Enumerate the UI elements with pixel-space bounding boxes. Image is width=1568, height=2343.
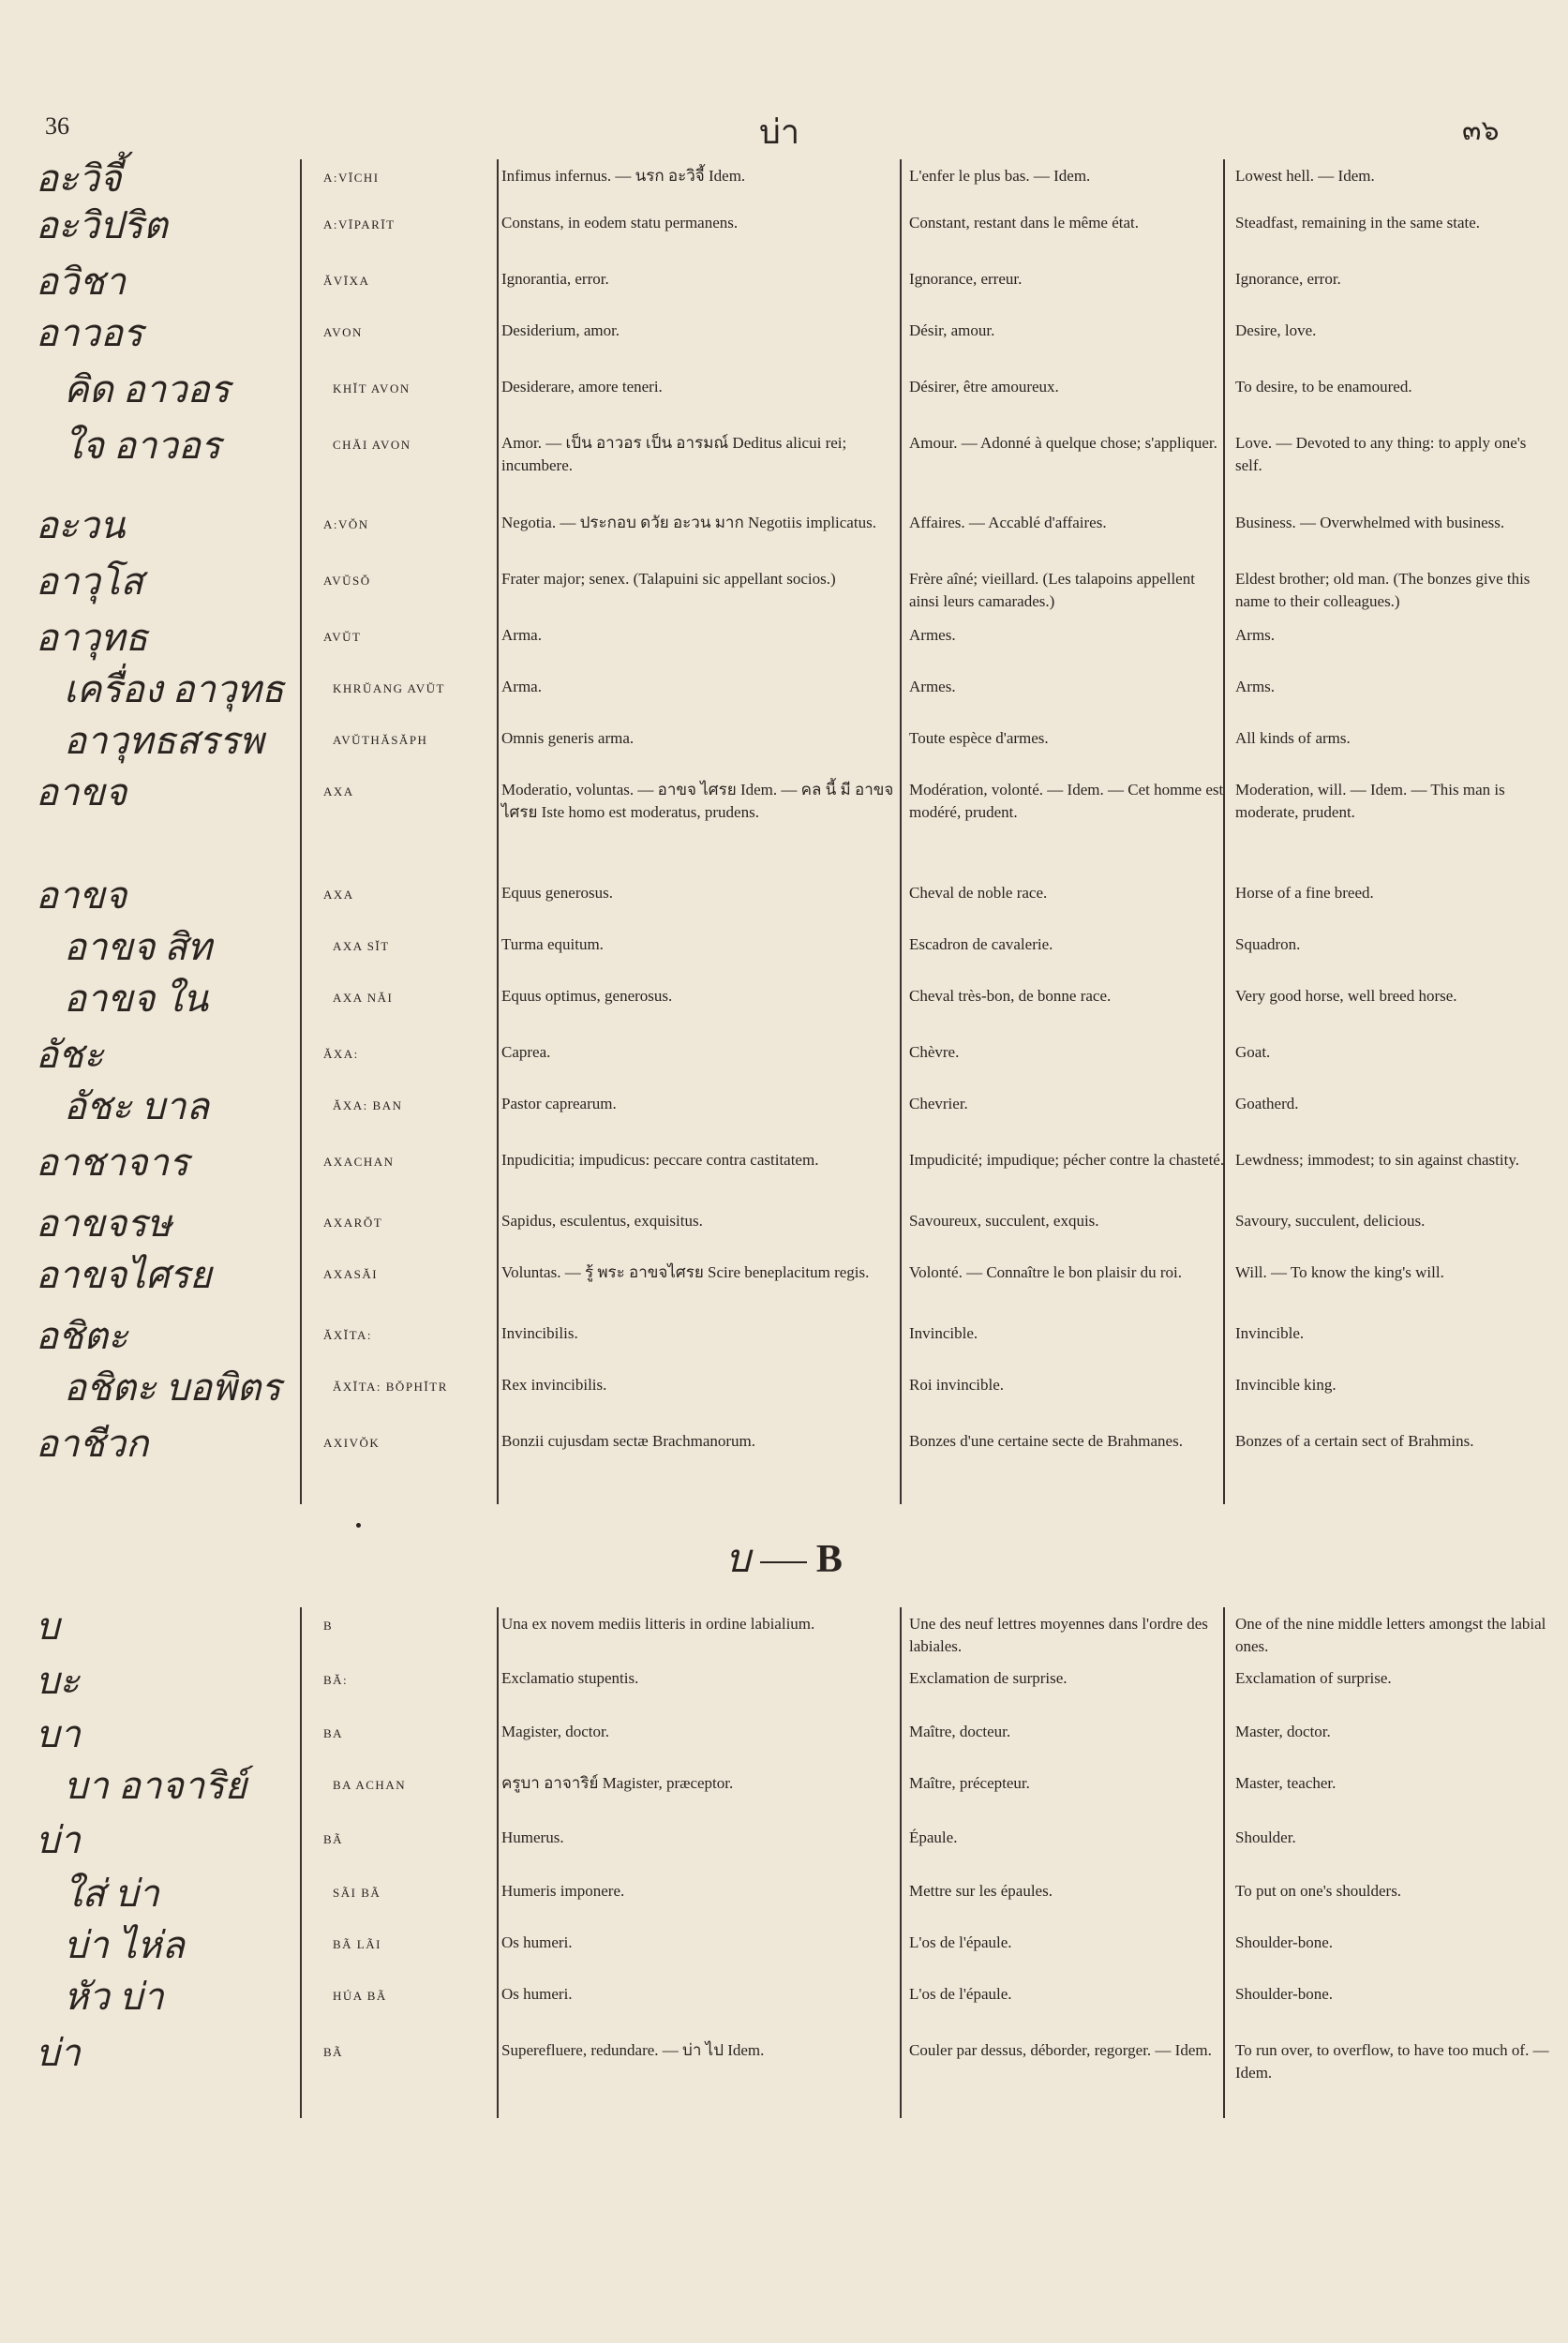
english-definition: Shoulder-bone. <box>1235 1985 1334 2003</box>
french-definition: L'os de l'épaule. <box>909 1985 1012 2003</box>
english-definition: Business. — Overwhelmed with business. <box>1235 514 1505 531</box>
thai-headword: อาวุทธสรรพ <box>64 720 264 762</box>
english-definition: All kinds of arms. <box>1235 729 1351 747</box>
english-definition: Will. — To know the king's will. <box>1235 1263 1444 1281</box>
latin-definition: Arma. <box>501 678 542 695</box>
english-definition: Ignorance, error. <box>1235 270 1341 288</box>
romanization: A:VŎN <box>323 517 369 531</box>
english-definition: Desire, love. <box>1235 321 1317 339</box>
english-definition: Goat. <box>1235 1043 1271 1061</box>
english-definition: To desire, to be enamoured. <box>1235 378 1412 395</box>
romanization: ĂXA: <box>323 1047 359 1061</box>
english-definition: Lewdness; immodest; to sin against chastity. <box>1235 1151 1519 1169</box>
english-definition: Shoulder. <box>1235 1828 1296 1846</box>
romanization: AXASĂI <box>323 1267 379 1281</box>
english-definition: Savoury, succulent, delicious. <box>1235 1212 1426 1230</box>
thai-headword: บา อาจาริย์ <box>64 1765 247 1807</box>
thai-headword: อาชีวก <box>36 1423 149 1465</box>
thai-headword: บา <box>36 1713 81 1755</box>
romanization: ĂXĬTA: BŎPHĬTR <box>333 1380 448 1394</box>
thai-headword: บ่า ไห่ล <box>64 1924 185 1966</box>
romanization: AXA <box>323 784 354 798</box>
section-a-entries <box>28 159 1546 1504</box>
thai-headword: ใจ อาวอร <box>64 425 221 467</box>
thai-headword: อชิตะ <box>36 1315 128 1357</box>
thai-headword: หัว บ่า <box>64 1976 164 2018</box>
thai-headword: อาชาจาร <box>36 1142 189 1184</box>
thai-headword: อาขจ <box>36 874 127 917</box>
romanization: AXA SĬT <box>333 939 390 953</box>
thai-headword: บ <box>36 1605 60 1648</box>
thai-headword: อาวอร <box>36 312 143 354</box>
french-definition: Invincible. <box>909 1324 978 1342</box>
romanization: AXA <box>323 888 354 902</box>
english-definition: Bonzes of a certain sect of Brahmins. <box>1235 1432 1474 1450</box>
french-definition: Mettre sur les épaules. <box>909 1882 1053 1900</box>
romanization: BĂ: <box>323 1673 349 1687</box>
romanization: B <box>323 1619 334 1633</box>
thai-headword: อวิชา <box>36 261 127 303</box>
french-definition: Armes. <box>909 678 956 695</box>
french-definition: Bonzes d'une certaine secte de Brahmanes. <box>909 1432 1183 1450</box>
english-definition: To run over, to overflow, to have too much of. — Idem. <box>1235 2041 1549 2082</box>
english-definition: Horse of a fine breed. <box>1235 884 1374 902</box>
latin-definition: Caprea. <box>501 1043 551 1061</box>
latin-definition: Frater major; senex. (Talapuini sic appellant socios.) <box>501 570 836 588</box>
french-definition: Roi invincible. <box>909 1376 1005 1394</box>
thai-headword: อาวุทธ <box>36 617 148 659</box>
french-definition: Constant, restant dans le même état. <box>909 214 1140 231</box>
latin-definition: Arma. <box>501 626 542 644</box>
latin-definition: Os humeri. <box>501 1985 573 2003</box>
french-definition: Frère aîné; vieillard. (Les talapoins appellent ainsi leurs camarades.) <box>909 570 1195 610</box>
latin-definition: Omnis generis arma. <box>501 729 635 747</box>
romanization: AVON <box>323 325 363 339</box>
latin-definition: Amor. — เป็น อาวอร เป็น อารมณ์ Deditus alicui rei; incumbere. <box>501 434 847 474</box>
thai-headword: บะ <box>36 1660 80 1702</box>
section-b-heading <box>0 1528 1568 1589</box>
english-definition: Lowest hell. — Idem. <box>1235 167 1375 185</box>
latin-definition: Pastor caprearum. <box>501 1095 617 1112</box>
column-rule <box>900 159 902 1504</box>
romanization: SÃI BÃ <box>333 1886 381 1900</box>
romanization: BÃ LÃI <box>333 1937 381 1951</box>
french-definition: Chèvre. <box>909 1043 960 1061</box>
latin-definition: Sapidus, esculentus, exquisitus. <box>501 1212 703 1230</box>
french-definition: Escadron de cavalerie. <box>909 935 1053 953</box>
thai-headword: อาขจ สิท <box>64 926 213 968</box>
french-definition: Armes. <box>909 626 956 644</box>
french-definition: Impudicité; impudique; pécher contre la chasteté. <box>909 1151 1225 1169</box>
french-definition: Savoureux, succulent, exquis. <box>909 1212 1099 1230</box>
french-definition: Volonté. — Connaître le bon plaisir du roi. <box>909 1263 1183 1281</box>
romanization: ĂVĪXA <box>323 274 370 288</box>
column-rule <box>300 159 302 1504</box>
page-number-left: 36 <box>45 112 69 140</box>
column-rule <box>497 159 499 1504</box>
latin-definition: Magister, doctor. <box>501 1723 609 1740</box>
french-definition: Maître, docteur. <box>909 1723 1011 1740</box>
english-definition: To put on one's shoulders. <box>1235 1882 1402 1900</box>
romanization: ĂXA: BAN <box>333 1098 403 1112</box>
romanization: HÚA BÃ <box>333 1989 387 2003</box>
thai-headword: เครื่อง อาวุทธ <box>64 668 285 710</box>
english-definition: Exclamation of surprise. <box>1235 1669 1392 1687</box>
latin-definition: Una ex novem mediis litteris in ordine labialium. <box>501 1615 815 1633</box>
thai-headword: คิด อาวอร <box>64 368 231 410</box>
thai-headword: อะวิจี้ <box>36 157 122 200</box>
thai-headword: อาขจไศรย <box>36 1254 212 1296</box>
latin-definition: Equus generosus. <box>501 884 613 902</box>
romanization: KHĬT AVON <box>333 381 411 395</box>
romanization: CHĂI AVON <box>333 438 411 452</box>
french-definition: Affaires. — Accablé d'affaires. <box>909 514 1107 531</box>
english-definition: Arms. <box>1235 678 1276 695</box>
latin-definition: Negotia. — ประกอบ ดวัย อะวน มาก Negotiis implicatus. <box>501 514 876 531</box>
romanization: BÃ <box>323 2045 344 2059</box>
running-title: บ่า <box>759 113 800 151</box>
english-definition: Master, doctor. <box>1235 1723 1331 1740</box>
english-definition: Very good horse, well breed horse. <box>1235 987 1457 1005</box>
french-definition: Chevrier. <box>909 1095 968 1112</box>
section-b-thai-letter: บ <box>725 1538 751 1581</box>
latin-definition: Voluntas. — รู้ พระ อาขจไศรย Scire beneplacitum regis. <box>501 1263 870 1281</box>
latin-definition: Invincibilis. <box>501 1324 578 1342</box>
french-definition: Toute espèce d'armes. <box>909 729 1049 747</box>
latin-definition: Moderatio, voluntas. — อาขจ ไศรย Idem. — คล นี้ มี อาขจ ไศรย Iste homo est moderatus, prudens. <box>501 781 894 821</box>
french-definition: Maître, précepteur. <box>909 1774 1030 1792</box>
romanization: AXIVŎK <box>323 1436 381 1450</box>
english-definition: Love. — Devoted to any thing: to apply one's self. <box>1235 434 1527 474</box>
latin-definition: Exclamatio stupentis. <box>501 1669 639 1687</box>
thai-headword: อาขจ ใน <box>64 977 209 1020</box>
page-number-right: ๓๖ <box>1462 115 1500 146</box>
thai-headword: อะวน <box>36 504 126 546</box>
latin-definition: Superefluere, redundare. — บ่า ไป Idem. <box>501 2041 765 2059</box>
romanization: AVŬTHĂSĂPH <box>333 733 428 747</box>
thai-headword: อะวิปริต <box>36 204 168 246</box>
romanization: AVŬT <box>323 630 362 644</box>
section-b-entries <box>28 1605 1549 2118</box>
french-definition: L'enfer le plus bas. — Idem. <box>909 167 1091 185</box>
latin-definition: Rex invincibilis. <box>501 1376 607 1394</box>
french-definition: Désirer, être amoureux. <box>909 378 1059 395</box>
english-definition: Squadron. <box>1235 935 1301 953</box>
french-definition: Cheval très-bon, de bonne race. <box>909 987 1112 1005</box>
latin-definition: Infimus infernus. — นรก อะวิจี้ Idem. <box>501 167 746 185</box>
column-rule <box>300 1607 302 2118</box>
romanization: BÃ <box>323 1832 344 1846</box>
french-definition: Cheval de noble race. <box>909 884 1048 902</box>
french-definition: Désir, amour. <box>909 321 995 339</box>
latin-definition: Desiderare, amore teneri. <box>501 378 663 395</box>
english-definition: Steadfast, remaining in the same state. <box>1235 214 1481 231</box>
thai-headword: อัชะ <box>36 1034 104 1076</box>
latin-definition: Inpudicitia; impudicus: peccare contra castitatem. <box>501 1151 819 1169</box>
french-definition: L'os de l'épaule. <box>909 1933 1012 1951</box>
thai-headword: อชิตะ บอพิตร <box>64 1366 281 1409</box>
romanization: KHRŬANG AVŬT <box>333 681 445 695</box>
english-definition: Shoulder-bone. <box>1235 1933 1334 1951</box>
english-definition: One of the nine middle letters amongst the labial ones. <box>1235 1615 1546 1655</box>
latin-definition: Bonzii cujusdam sectæ Brachmanorum. <box>501 1432 755 1450</box>
english-definition: Goatherd. <box>1235 1095 1299 1112</box>
english-definition: Eldest brother; old man. (The bonzes give this name to their colleagues.) <box>1235 570 1531 610</box>
latin-definition: Desiderium, amor. <box>501 321 620 339</box>
french-definition: Exclamation de surprise. <box>909 1669 1068 1687</box>
thai-headword: อัชะ บาล <box>64 1085 210 1127</box>
french-definition: Modération, volonté. — Idem. — Cet homme est modéré, prudent. <box>909 781 1224 821</box>
french-definition: Amour. — Adonné à quelque chose; s'appliquer. <box>909 434 1217 452</box>
romanization: AXACHAN <box>323 1155 395 1169</box>
column-rule <box>497 1607 499 2118</box>
english-definition: Invincible king. <box>1235 1376 1337 1394</box>
french-definition: Une des neuf lettres moyennes dans l'ordre des labiales. <box>909 1615 1208 1655</box>
section-b-latin-letter: B <box>815 1538 843 1581</box>
latin-definition: Turma equitum. <box>501 935 604 953</box>
latin-definition: Humerus. <box>501 1828 564 1846</box>
latin-definition: Os humeri. <box>501 1933 573 1951</box>
romanization: BA <box>323 1726 344 1740</box>
heading-dash <box>760 1561 807 1563</box>
latin-definition: Humeris imponere. <box>501 1882 625 1900</box>
romanization: BA ACHAN <box>333 1778 407 1792</box>
column-rule <box>1223 159 1225 1504</box>
romanization: AXA NĂI <box>333 991 394 1005</box>
french-definition: Épaule. <box>909 1828 958 1846</box>
english-definition: Master, teacher. <box>1235 1774 1337 1792</box>
thai-headword: บ่า <box>36 1819 81 1861</box>
latin-definition: Equus optimus, generosus. <box>501 987 673 1005</box>
romanization: A:VĪPARĪT <box>323 217 396 231</box>
romanization: ĂXĬTA: <box>323 1328 373 1342</box>
latin-definition: Ignorantia, error. <box>501 270 609 288</box>
thai-headword: อาขจ <box>36 771 127 813</box>
thai-headword: อาขจรษ <box>36 1202 172 1245</box>
romanization: A:VĪCHI <box>323 171 380 185</box>
latin-definition: Constans, in eodem statu permanens. <box>501 214 739 231</box>
latin-definition: ครูบา อาจาริย์ Magister, præceptor. <box>501 1774 734 1792</box>
english-definition: Invincible. <box>1235 1324 1305 1342</box>
english-definition: Moderation, will. — Idem. — This man is moderate, prudent. <box>1235 781 1505 821</box>
romanization: AVŬSŎ <box>323 574 371 588</box>
thai-headword: บ่า <box>36 2032 81 2074</box>
french-definition: Ignorance, erreur. <box>909 270 1023 288</box>
thai-headword: อาวุโส <box>36 560 143 603</box>
romanization: AXARŎT <box>323 1216 383 1230</box>
english-definition: Arms. <box>1235 626 1276 644</box>
french-definition: Couler par dessus, déborder, regorger. — Idem. <box>909 2041 1212 2059</box>
thai-headword: ใส่ บ่า <box>64 1873 159 1915</box>
